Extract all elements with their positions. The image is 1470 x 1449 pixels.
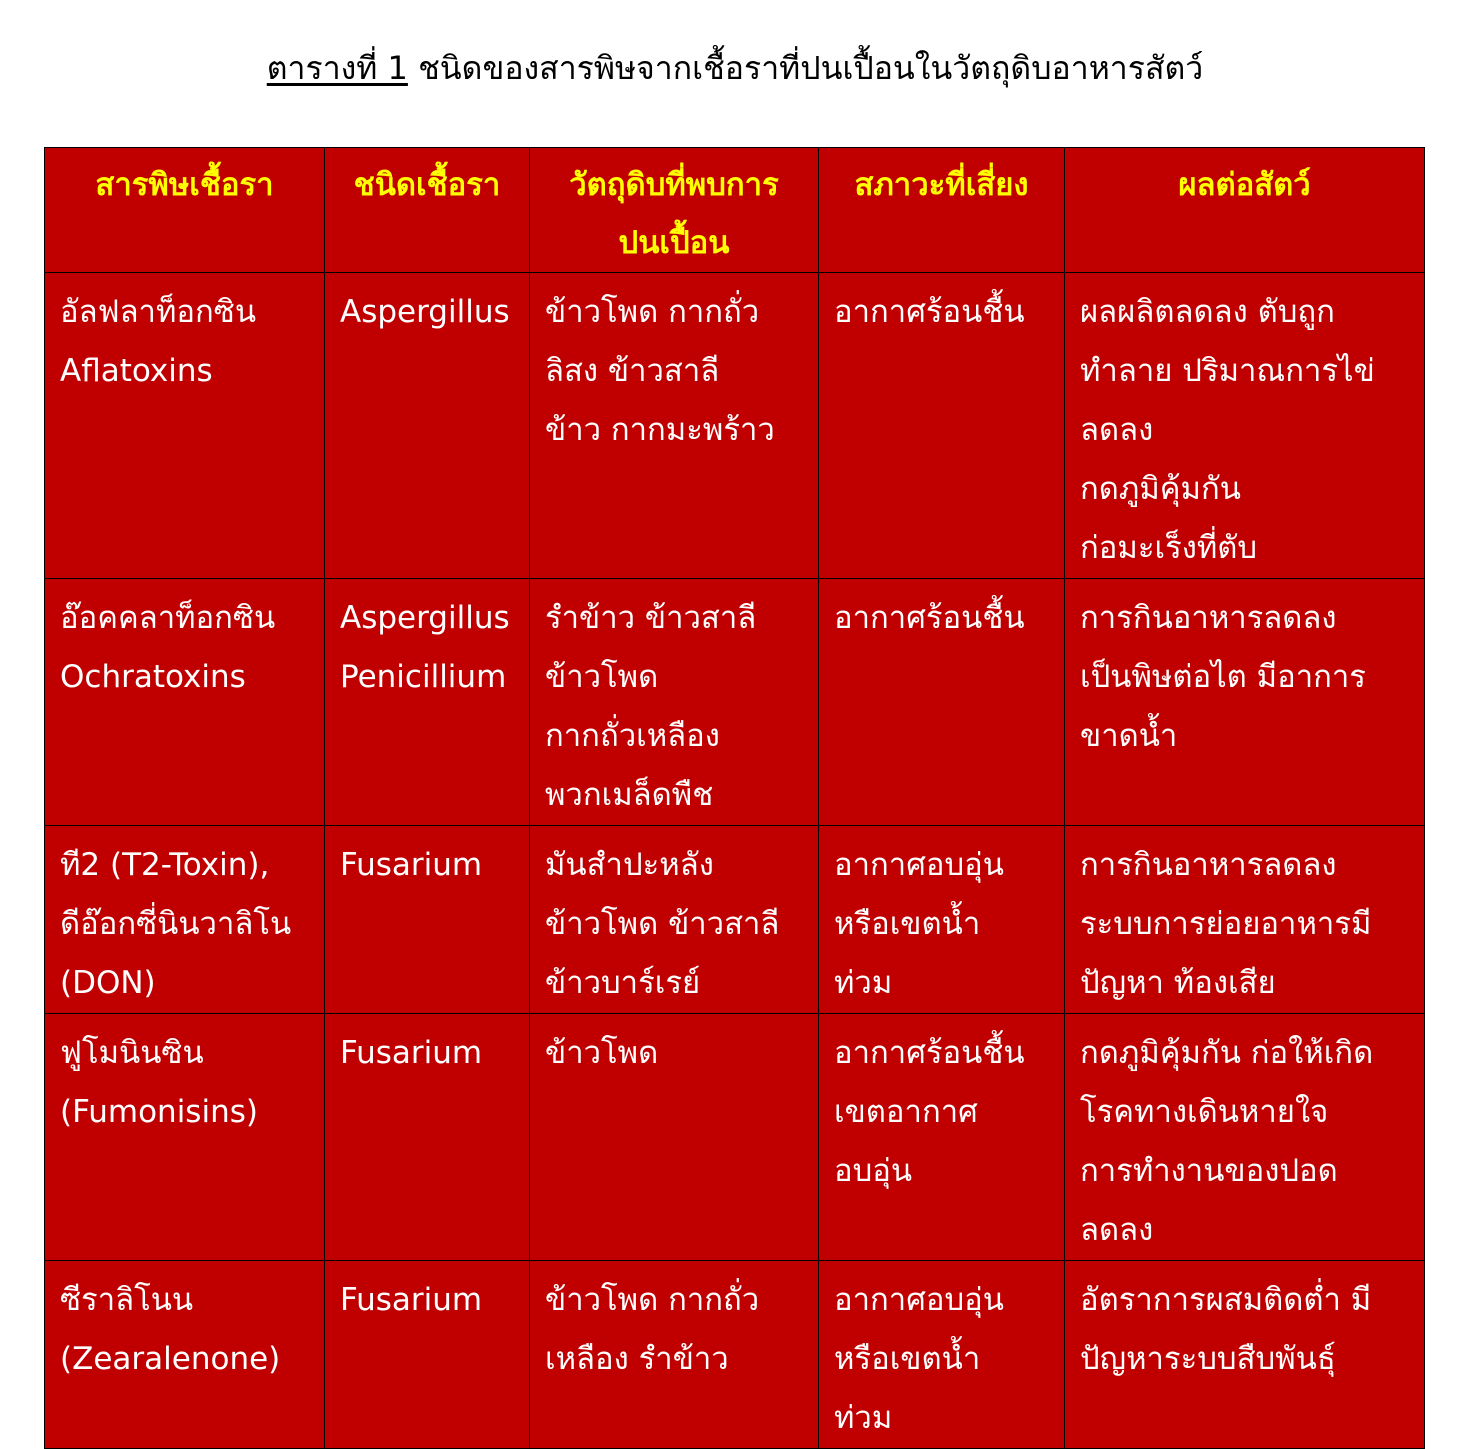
cell-line: ระบบการย่อยอาหารมี	[1080, 906, 1372, 942]
cell-line: เขตอากาศ	[834, 1094, 978, 1130]
cell-line: หรือเขตน้ำ	[834, 906, 981, 942]
cell-effects	[1065, 1261, 1425, 1449]
page-title	[0, 44, 1470, 92]
table-row	[45, 579, 1425, 826]
cell-line: ข้าวโพด	[545, 1035, 659, 1071]
table-row	[45, 1261, 1425, 1449]
cell-fungus	[325, 273, 530, 579]
cell-line: Ochratoxins	[60, 659, 246, 695]
cell-line: อากาศร้อนชื้น	[834, 600, 1025, 636]
cell-toxin	[45, 579, 325, 826]
cell-materials	[530, 1014, 819, 1261]
cell-line: ลดลง	[1080, 1212, 1154, 1248]
cell-toxin	[45, 826, 325, 1014]
cell-fungus	[325, 1261, 530, 1449]
cell-line: อ๊อคคลาท็อกซิน	[60, 600, 276, 636]
cell-line: Aspergillus	[340, 600, 510, 636]
cell-line: (DON)	[60, 965, 156, 1001]
cell-fungus	[325, 826, 530, 1014]
mycotoxin-table	[44, 147, 1425, 1449]
cell-line: ข้าวบาร์เรย์	[545, 965, 701, 1001]
cell-materials	[530, 1261, 819, 1449]
table-row	[45, 1014, 1425, 1261]
cell-line: ลิสง ข้าวสาลี	[545, 353, 720, 389]
cell-materials	[530, 273, 819, 579]
header-line: ผลต่อสัตว์	[1178, 167, 1311, 203]
cell-line: Fusarium	[340, 1035, 483, 1071]
cell-toxin	[45, 1261, 325, 1449]
cell-effects	[1065, 826, 1425, 1014]
cell-effects	[1065, 579, 1425, 826]
cell-line: Aflatoxins	[60, 353, 213, 389]
cell-conditions	[819, 1014, 1065, 1261]
cell-line: Fusarium	[340, 1282, 483, 1318]
cell-conditions	[819, 1261, 1065, 1449]
header-line: สารพิษเชื้อรา	[95, 167, 274, 203]
cell-line: หรือเขตน้ำ	[834, 1341, 981, 1377]
cell-line: อากาศร้อนชื้น	[834, 1035, 1025, 1071]
cell-materials	[530, 579, 819, 826]
cell-line: เป็นพิษต่อไต มีอาการ	[1080, 659, 1366, 695]
header-line: วัตถุดิบที่พบการ	[569, 167, 779, 203]
cell-line: ทำลาย ปริมาณการไข่	[1080, 353, 1375, 389]
cell-line: ซีราลิโนน	[60, 1282, 194, 1318]
cell-fungus	[325, 579, 530, 826]
cell-line: (Fumonisins)	[60, 1094, 258, 1130]
cell-line: ลดลง	[1080, 412, 1154, 448]
cell-conditions	[819, 273, 1065, 579]
cell-line: ข้าวโพด กากถั่ว	[545, 294, 760, 330]
cell-line: ท่วม	[834, 965, 893, 1001]
cell-line: ที2 (T2-Toxin),	[60, 847, 270, 883]
header-fungus	[325, 148, 530, 273]
cell-line: (Zearalenone)	[60, 1341, 281, 1377]
cell-line: อัลฟลาท็อกซิน	[60, 294, 257, 330]
cell-line: อบอุ่น	[834, 1153, 913, 1189]
cell-line: อากาศอบอุ่น	[834, 1282, 1004, 1318]
cell-line: ข้าวโพด	[545, 659, 659, 695]
cell-line: Penicillium	[340, 659, 507, 695]
cell-conditions	[819, 826, 1065, 1014]
cell-effects	[1065, 1014, 1425, 1261]
cell-line: ปัญหา ท้องเสีย	[1080, 965, 1276, 1001]
header-animal-effects	[1065, 148, 1425, 273]
cell-line: รำข้าว ข้าวสาลี	[545, 600, 757, 636]
cell-materials	[530, 826, 819, 1014]
cell-line: ข้าวโพด ข้าวสาลี	[545, 906, 780, 942]
cell-toxin	[45, 273, 325, 579]
cell-line: อัตราการผสมติดต่ำ มี	[1080, 1282, 1372, 1318]
cell-line: โรคทางเดินหายใจ	[1080, 1094, 1329, 1130]
cell-line: ข้าว กากมะพร้าว	[545, 412, 775, 448]
cell-toxin	[45, 1014, 325, 1261]
table-row	[45, 826, 1425, 1014]
cell-line: Fusarium	[340, 847, 483, 883]
header-line: ปนเปื้อน	[618, 225, 730, 261]
cell-conditions	[819, 579, 1065, 826]
cell-line: อากาศร้อนชื้น	[834, 294, 1025, 330]
cell-line: ผลผลิตลดลง ตับถูก	[1080, 294, 1335, 330]
header-line: ชนิดเชื้อรา	[353, 167, 501, 203]
cell-line: กดภูมิคุ้มกัน	[1080, 471, 1241, 507]
table-row	[45, 273, 1425, 579]
cell-line: อากาศอบอุ่น	[834, 847, 1004, 883]
table-number-label: ตารางที่ 1	[266, 49, 408, 87]
cell-line: การกินอาหารลดลง	[1080, 847, 1337, 883]
title-text: ชนิดของสารพิษจากเชื้อราที่ปนเปื้อนในวัตถุดิบอาหารสัตว์	[418, 49, 1204, 87]
cell-line: ดีอ๊อกซี่นินวาลิโน	[60, 906, 292, 942]
cell-fungus	[325, 1014, 530, 1261]
header-toxin	[45, 148, 325, 273]
cell-line: ก่อมะเร็งที่ตับ	[1080, 530, 1258, 566]
header-row	[45, 148, 1425, 273]
cell-line: มันสำปะหลัง	[545, 847, 714, 883]
cell-line: การกินอาหารลดลง	[1080, 600, 1337, 636]
header-risk-conditions	[819, 148, 1065, 273]
cell-line: ท่วม	[834, 1400, 893, 1436]
cell-line: กากถั่วเหลือง	[545, 718, 720, 754]
cell-line: การทำงานของปอด	[1080, 1153, 1338, 1189]
cell-line: ขาดน้ำ	[1080, 718, 1178, 754]
header-line: สภาวะที่เสี่ยง	[854, 167, 1029, 203]
cell-line: ปัญหาระบบสืบพันธุ์	[1080, 1341, 1336, 1377]
cell-line: พวกเมล็ดพืช	[545, 777, 714, 813]
cell-line: Aspergillus	[340, 294, 510, 330]
cell-line: ฟูโมนินซิน	[60, 1035, 204, 1071]
cell-effects	[1065, 273, 1425, 579]
cell-line: ข้าวโพด กากถั่ว	[545, 1282, 760, 1318]
header-contaminated-materials	[530, 148, 819, 273]
cell-line: กดภูมิคุ้มกัน ก่อให้เกิด	[1080, 1035, 1374, 1071]
cell-line: เหลือง รำข้าว	[545, 1341, 729, 1377]
